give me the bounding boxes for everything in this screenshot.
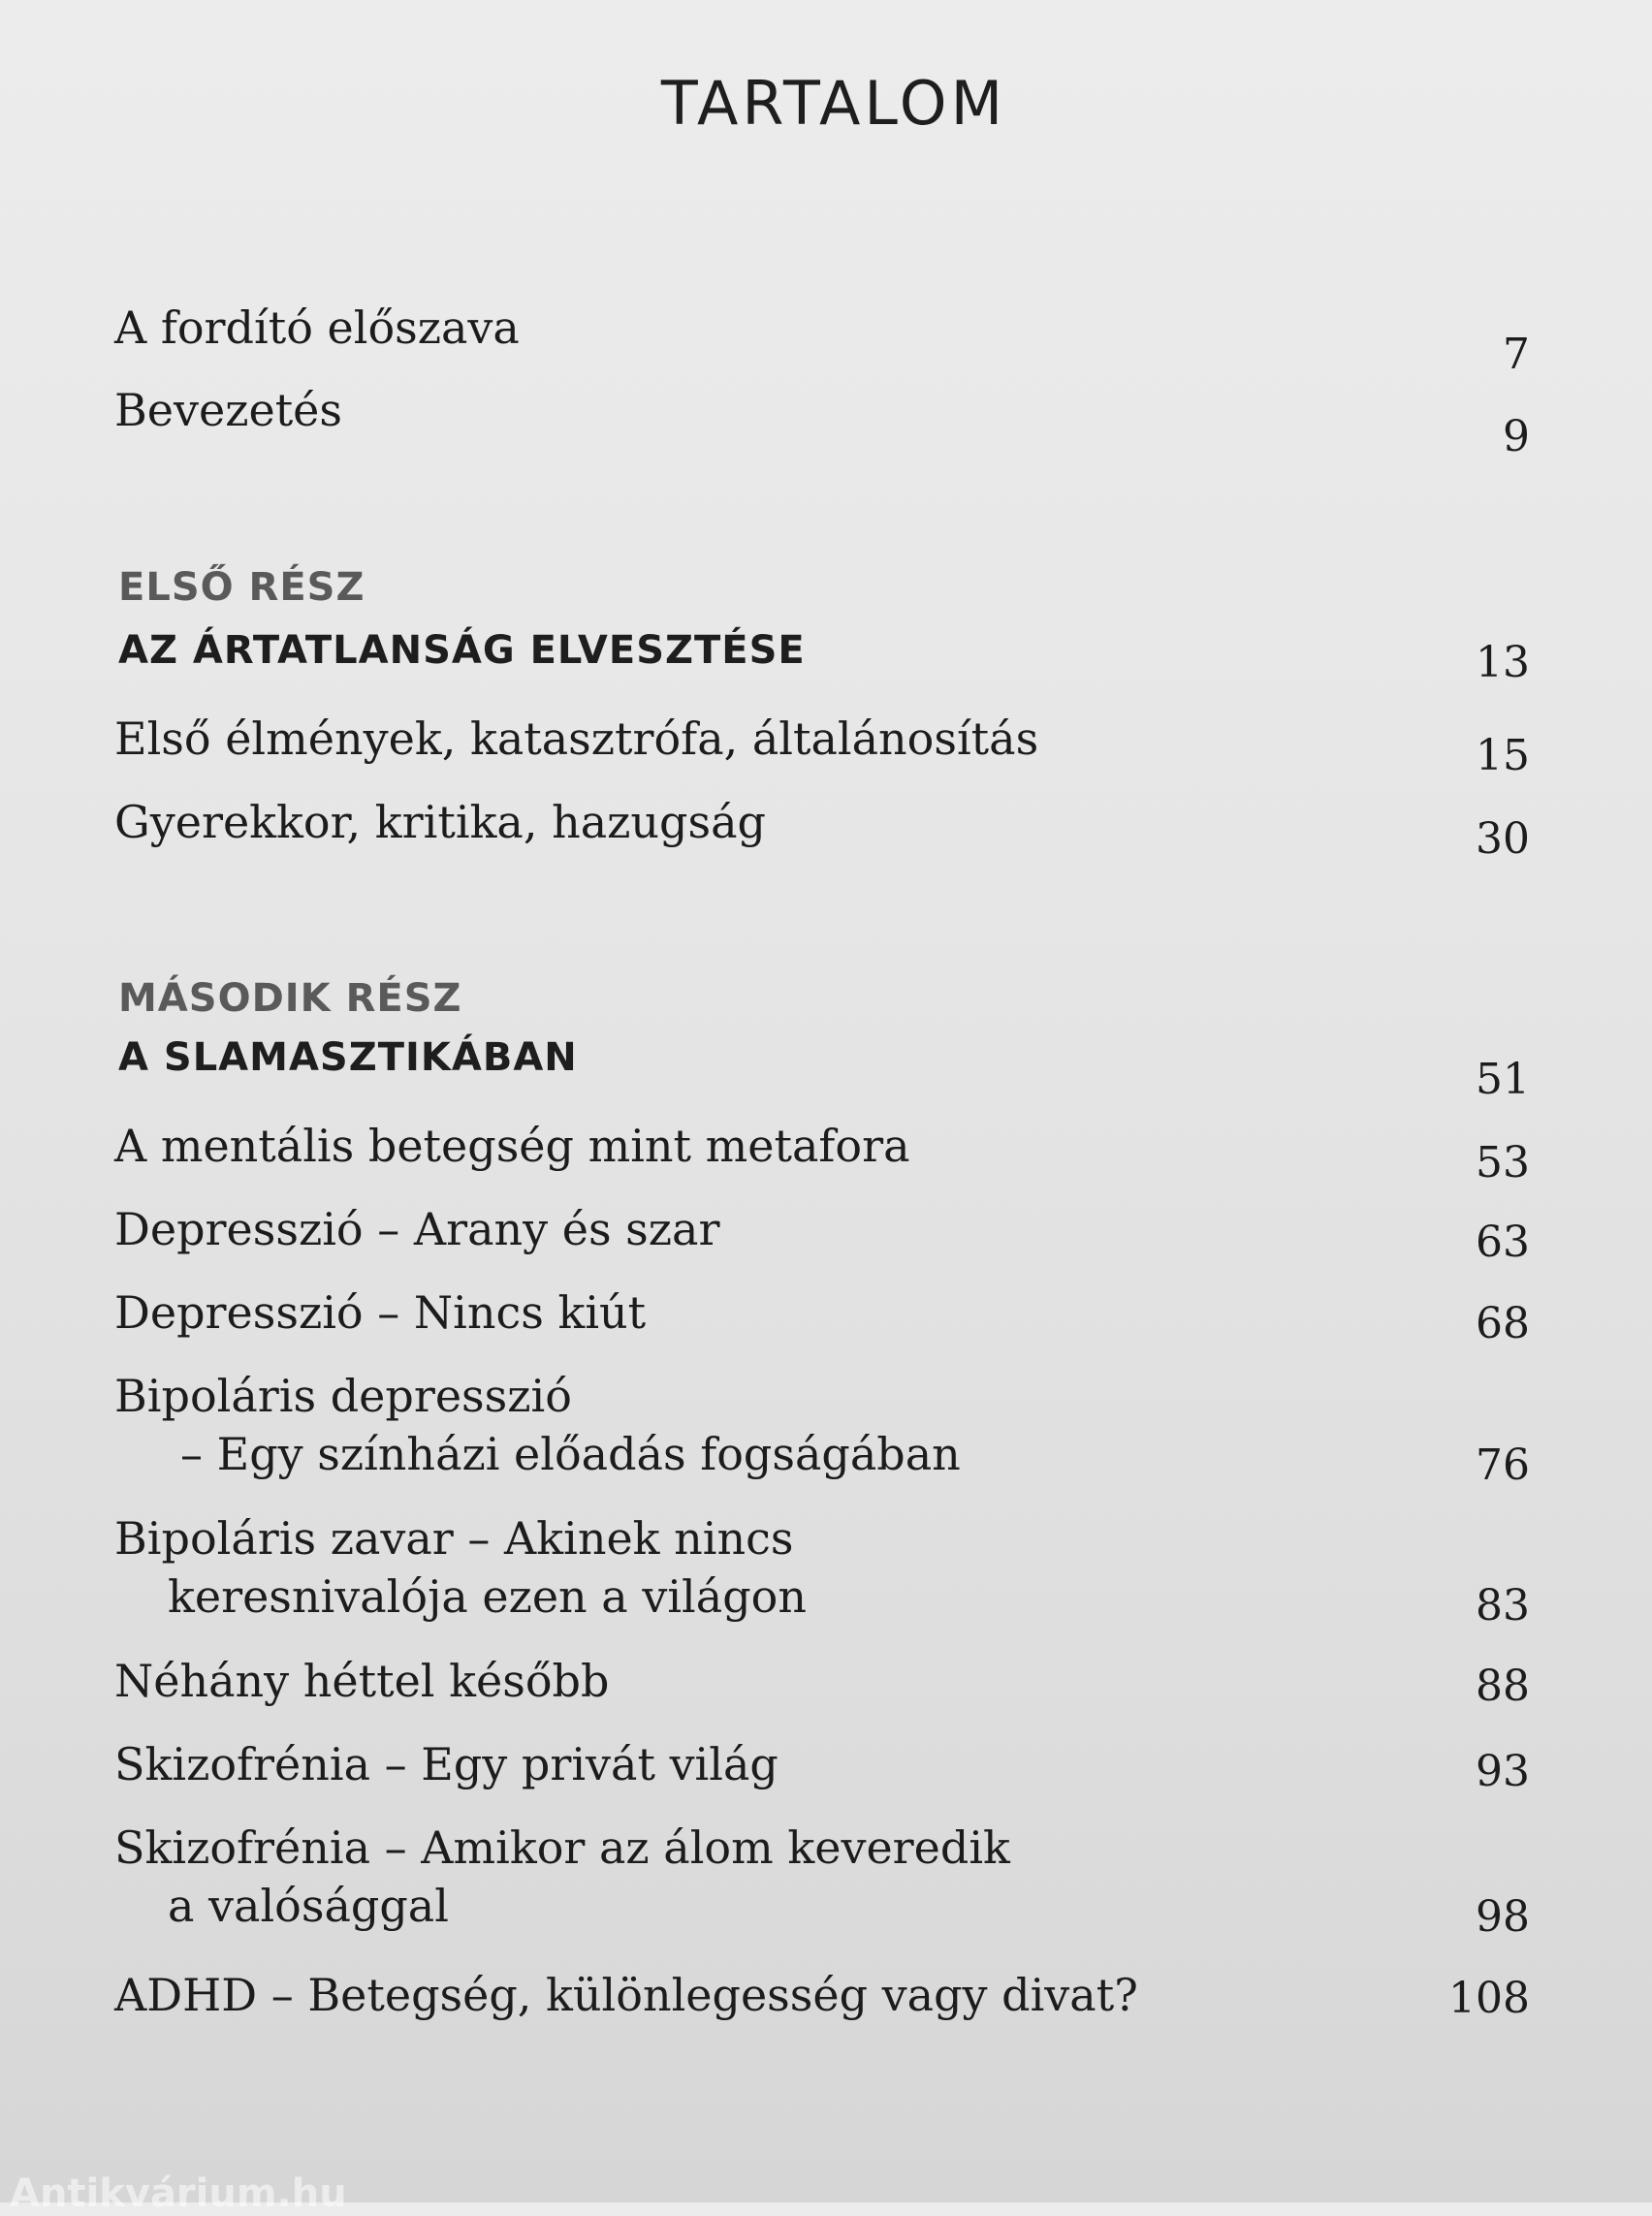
entry-label: Bevezetés xyxy=(114,384,343,436)
entry-line: Skizofrénia – Egy privát világ xyxy=(114,1738,778,1790)
entry-label xyxy=(114,1966,1138,2024)
entry-label xyxy=(114,1652,609,1710)
part-title-label: AZ ÁRTATLANSÁG ELVESZTÉSE xyxy=(118,628,806,673)
watermark: Antikvárium.hu xyxy=(10,2171,347,2216)
part-label: ELSŐ RÉSZ xyxy=(118,565,365,610)
entry-line: Depresszió – Nincs kiút xyxy=(114,1286,647,1339)
toc-entry-introduction xyxy=(114,381,1530,468)
toc-entry xyxy=(114,793,1530,880)
entry-line-continued: keresnivalója ezen a világon xyxy=(168,1570,807,1623)
entry-line: A mentális betegség mint metafora xyxy=(114,1120,910,1172)
toc-entry xyxy=(114,1200,1530,1287)
entry-page-number: 13 xyxy=(1476,638,1530,687)
entry-page-number: 63 xyxy=(1476,1218,1530,1267)
entry-label xyxy=(114,1200,719,1258)
entry-page-number: 93 xyxy=(1476,1747,1530,1796)
entry-label xyxy=(114,1367,961,1483)
entry-label xyxy=(114,710,1038,768)
entry-page-number: 88 xyxy=(1476,1662,1530,1711)
part-label: MÁSODIK RÉSZ xyxy=(118,976,462,1021)
entry-line: Néhány héttel később xyxy=(114,1655,610,1707)
entry-line: Skizofrénia – Amikor az álom keveredik xyxy=(114,1821,1010,1874)
entry-page-number: 7 xyxy=(1503,330,1530,379)
entry-line: Első élmények, katasztrófa, általánosítás xyxy=(114,712,1039,765)
entry-page-number: 68 xyxy=(1476,1299,1530,1348)
toc-entry xyxy=(114,1652,1530,1739)
toc-entry xyxy=(114,1283,1530,1371)
entry-label xyxy=(114,1117,910,1175)
part-title xyxy=(118,628,1530,686)
entry-line: ADHD – Betegség, különlegesség vagy divat? xyxy=(114,1969,1138,2021)
entry-page-number: 83 xyxy=(1476,1581,1530,1630)
entry-page-number: 108 xyxy=(1448,1974,1530,2023)
entry-page-number: 53 xyxy=(1476,1138,1530,1187)
toc-entry xyxy=(114,1819,1530,1954)
toc-entry xyxy=(114,1735,1530,1822)
entry-label xyxy=(114,1819,1010,1935)
toc-entry xyxy=(114,1367,1530,1503)
entry-page-number: 51 xyxy=(1476,1055,1530,1104)
entry-label xyxy=(114,1509,807,1626)
entry-line-continued: – Egy színházi előadás fogságában xyxy=(180,1428,961,1480)
toc-entry xyxy=(114,1966,1530,2053)
part-title xyxy=(118,1035,1530,1104)
entry-line: Bipoláris depresszió xyxy=(114,1370,572,1422)
toc-entry xyxy=(114,710,1530,797)
entry-line: Gyerekkor, kritika, hazugság xyxy=(114,796,766,848)
toc-entry-foreword xyxy=(114,299,1530,386)
entry-line-continued: a valósággal xyxy=(168,1880,449,1932)
entry-page-number: 15 xyxy=(1476,731,1530,780)
entry-line: Depresszió – Arany és szar xyxy=(114,1203,720,1255)
toc-entry xyxy=(114,1509,1530,1645)
page-title: TARTALOM xyxy=(660,68,1007,139)
part-title-label: A SLAMASZTIKÁBAN xyxy=(118,1035,578,1080)
entry-label xyxy=(114,1735,778,1793)
entry-label: A fordító előszava xyxy=(114,301,520,354)
entry-label xyxy=(114,1283,646,1342)
entry-line: Bipoláris zavar – Akinek nincs xyxy=(114,1512,794,1565)
entry-page-number: 30 xyxy=(1476,814,1530,864)
entry-page-number: 98 xyxy=(1476,1892,1530,1942)
entry-label xyxy=(114,793,766,851)
entry-page-number: 9 xyxy=(1503,412,1530,461)
toc-entry xyxy=(114,1117,1530,1204)
entry-page-number: 76 xyxy=(1476,1440,1530,1490)
